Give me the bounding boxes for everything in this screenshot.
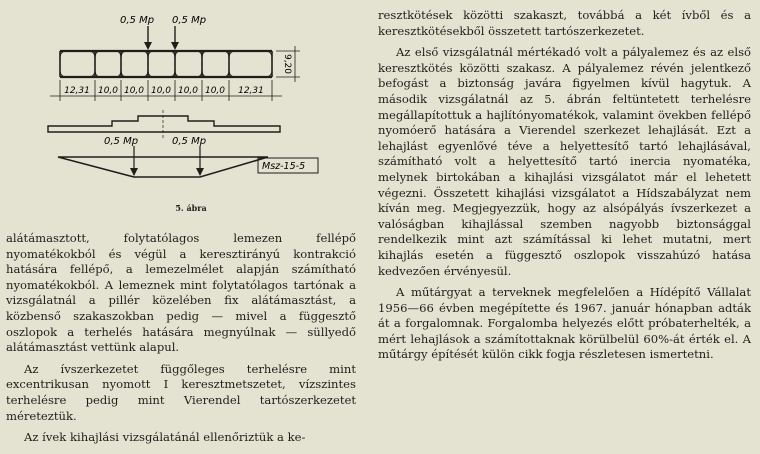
- paragraph: Az ívszerkezetet függőleges terhelésre mint excentrikusan nyomott I keresztmetszetet, vízszintes terhelésre pedig mint Vierendel tartószerkezetet méreteztük.: [6, 361, 356, 423]
- load-label-right: 0,5 Mp: [172, 15, 207, 26]
- span-label: 10,0: [97, 86, 119, 96]
- span-label: 12,31: [238, 86, 264, 96]
- span-label: 10,0: [150, 86, 172, 96]
- span-label: 10,0: [204, 86, 226, 96]
- vierendel-truss-diagram: [0, 0, 382, 200]
- right-column: [378, 8, 751, 363]
- paragraph: Az ívek kihajlási vizsgálatánál ellenőriztük a ke-: [24, 430, 306, 445]
- span-label: 12,31: [64, 86, 90, 96]
- paragraph: alátámasztott, folytatólagos lemezen fellépő nyomatékokból és végül a keresztirányú kontrakció hatására fellépő, a lemezelmélet alapján számítható nyomatékokból. A lemeznek mint folytatólagos tartónak a vizsgálatnál a pillér közelében fix alátámasztást, a közbenső szakaszokban pedig — mivel a függesztő oszlopok a terhelés hatására megnyúlnak — süllyedő alátámasztást vettünk alapul.: [6, 231, 356, 355]
- stamp-label: Msz-15-5: [262, 161, 306, 172]
- figure-5: [0, 0, 382, 230]
- load-arrows-top: [148, 26, 175, 48]
- paragraph: A műtárgyat a terveknek megfelelően a Hídépítő Vállalat 1956—66 évben megépítette és 1967. január hónapban adták át a forgalomnak. Forgalomba helyezés előtt próbaterhelték, a mért lehajlások a számítottaknak körülbelül 60%-át érték el. A műtárgy építését külön cikk fogja részletesen ismertetni.: [378, 285, 751, 362]
- paragraph: resztkötések közötti szakaszt, továbbá a két ívből és a keresztkötésekből összetett tartószerkezetet.: [378, 8, 751, 38]
- span-label: 10,0: [123, 86, 145, 96]
- diagram-load-label-left: 0,5 Mp: [104, 136, 139, 147]
- span-label: 10,0: [177, 86, 199, 96]
- figure-caption: 5. ábra: [175, 203, 207, 213]
- truss-verticals: [60, 51, 272, 77]
- height-label: 9,20: [282, 53, 292, 75]
- load-arrows-diagram: [134, 146, 200, 175]
- load-label-left: 0,5 Mp: [120, 15, 155, 26]
- stepped-beam: [48, 116, 280, 132]
- diagram-load-label-right: 0,5 Mp: [172, 136, 207, 147]
- left-column: [6, 231, 356, 446]
- moment-diagram: [58, 157, 268, 177]
- span-labels: [64, 86, 264, 96]
- panel-corners: [60, 51, 272, 77]
- paragraph: Az első vizsgálatnál mértékadó volt a pályalemez és az első keresztkötés közötti szakasz. A pályalemez révén jelentkező befogást a biztonság javára figyelmen kívül hagytuk. A második vizsgálatnál az 5. ábrán feltüntetett terhelésre megállapítottuk a hajlítónyomatékok, valamint övekben fellépő nyomóerő hatására a Vierendel szerkezet lehajlását. Ezt a lehajlást egyenlővé téve a helyettesítő tartó lehajlásával, számítható volt a helyettesítő tartó inercia nyomatéka, melynek birtokában a kihajlási vizsgálatot már el lehetett végezni. Összetett kihajlási vizsgálatot a Hídszabályzat nem kíván meg. Megjegyezzük, hogy az alsópályás ívszerkezet a valóságban kihajlással szemben nagyobb biztonsággal rendelkezik mint azt számítással ki lehet mutatni, mert kihajlás esetén a függesztő oszlopok visszahúzó hatása kedvezően érvényesül.: [378, 45, 751, 278]
